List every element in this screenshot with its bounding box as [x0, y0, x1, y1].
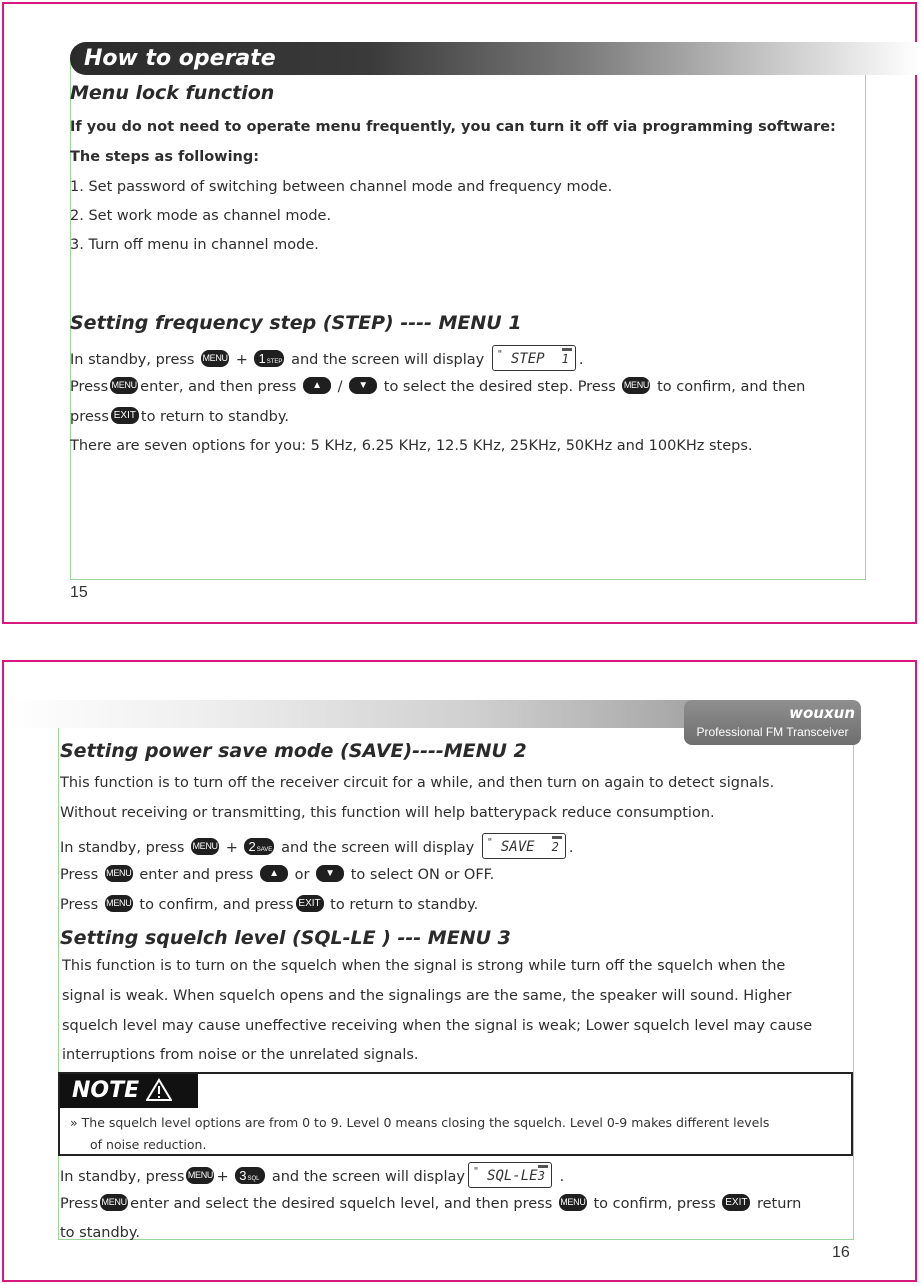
sql-line-1: This function is to turn on the squelch when the signal is strong while turn off the squelch when the: [62, 958, 786, 974]
menu-key-icon: MENU: [201, 350, 229, 367]
menu-key-icon: MENU: [559, 1194, 587, 1211]
note-bullet-icon: »: [70, 1115, 78, 1130]
note-label: NOTE: [60, 1074, 198, 1108]
page-number: 15: [70, 584, 88, 601]
exit-key-icon: EXIT: [111, 407, 139, 424]
step-line-4: There are seven options for you: 5 KHz, 6.25 KHz, 12.5 KHz, 25KHz, 50KHz and 100KHz steps.: [70, 438, 753, 454]
manual-page-16: [2, 660, 917, 1282]
manual-page-15: [2, 2, 917, 624]
save-section-heading: Setting power save mode (SAVE)----MENU 2: [60, 740, 527, 762]
sql-line-7: to standby.: [60, 1225, 141, 1241]
key-2-save-icon: 2SAVE: [244, 838, 274, 855]
menu-key-icon: MENU: [105, 865, 133, 882]
step-item: 2. Set work mode as channel mode.: [70, 208, 332, 224]
key-1-step-icon: 1STEP: [254, 350, 284, 367]
up-key-icon: ▲: [260, 865, 288, 882]
brand-tagline: Professional FM Transceiver: [696, 725, 849, 739]
margin-guide: [58, 716, 854, 1240]
note-line-1: » The squelch level options are from 0 to 9. Level 0 means closing the squelch. Level 0-9 makes different levels: [70, 1115, 770, 1130]
sql-section-heading: Setting squelch level (SQL-LE ) --- MENU 3: [60, 927, 511, 949]
exit-key-icon: EXIT: [296, 895, 324, 912]
brand-logo: wouxun: [789, 704, 855, 722]
step-item: 1. Set password of switching between channel mode and frequency mode.: [70, 179, 613, 195]
step-line-3: press EXIT to return to standby.: [70, 407, 289, 427]
note-line-2: of noise reduction.: [90, 1137, 207, 1152]
save-line-4: Press MENU enter and press ▲ or ▼ to select ON or OFF.: [60, 865, 494, 885]
save-line-2: Without receiving or transmitting, this function will help batterypack reduce consumption.: [60, 805, 715, 821]
sql-line-5: In standby, press MENU + 3SQL and the screen will display " SQL-LE 3 .: [60, 1164, 564, 1190]
sql-line-2: signal is weak. When squelch opens and the signalings are the same, the speaker will sound. Higher: [62, 988, 792, 1004]
steps-label: The steps as following:: [70, 149, 260, 165]
menu-key-icon: MENU: [191, 838, 219, 855]
menu-key-icon: MENU: [110, 377, 138, 394]
down-key-icon: ▼: [349, 377, 377, 394]
brand-badge: [684, 700, 861, 745]
menu-lock-heading: Menu lock function: [70, 82, 275, 104]
save-line-1: This function is to turn off the receiver circuit for a while, and then turn on again to detect signals.: [60, 775, 775, 791]
menu-key-icon: MENU: [622, 377, 650, 394]
section-header-title: How to operate: [84, 46, 276, 71]
up-key-icon: ▲: [303, 377, 331, 394]
sql-line-4: interruptions from noise or the unrelated signals.: [62, 1047, 419, 1063]
step-item: 3. Turn off menu in channel mode.: [70, 237, 319, 253]
note-box: [58, 1072, 853, 1156]
lcd-display-save: " SAVE 2: [482, 833, 566, 859]
warning-triangle-icon: [146, 1078, 172, 1102]
lcd-display-step: " STEP 1: [492, 345, 576, 371]
menu-key-icon: MENU: [100, 1194, 128, 1211]
down-key-icon: ▼: [316, 865, 344, 882]
sql-line-3: squelch level may cause uneffective receiving when the signal is weak; Lower squelch level may cause: [62, 1018, 813, 1034]
menu-lock-intro: If you do not need to operate menu frequently, you can turn it off via programming software:: [70, 119, 836, 135]
lcd-display-sql: " SQL-LE 3: [468, 1162, 552, 1188]
section-header-bar: [4, 700, 794, 728]
save-line-5: Press MENU to confirm, and press EXIT to return to standby.: [60, 895, 478, 915]
step-line-1: In standby, press MENU + 1STEP and the screen will display " STEP 1 .: [70, 347, 583, 373]
step-section-heading: Setting frequency step (STEP) ---- MENU 1: [70, 312, 522, 334]
key-3-sql-icon: 3SQL: [235, 1167, 265, 1184]
menu-key-icon: MENU: [105, 895, 133, 912]
save-line-3: In standby, press MENU + 2SAVE and the screen will display " SAVE 2 .: [60, 835, 573, 861]
sql-line-6: Press MENU enter and select the desired squelch level, and then press MENU to confirm, press EXIT return: [60, 1194, 801, 1214]
exit-key-icon: EXIT: [722, 1194, 750, 1211]
page-number: 16: [832, 1244, 850, 1261]
menu-key-icon: MENU: [186, 1167, 214, 1184]
step-line-2: Press MENU enter, and then press ▲ / ▼ to select the desired step. Press MENU to confirm, and then: [70, 377, 805, 397]
